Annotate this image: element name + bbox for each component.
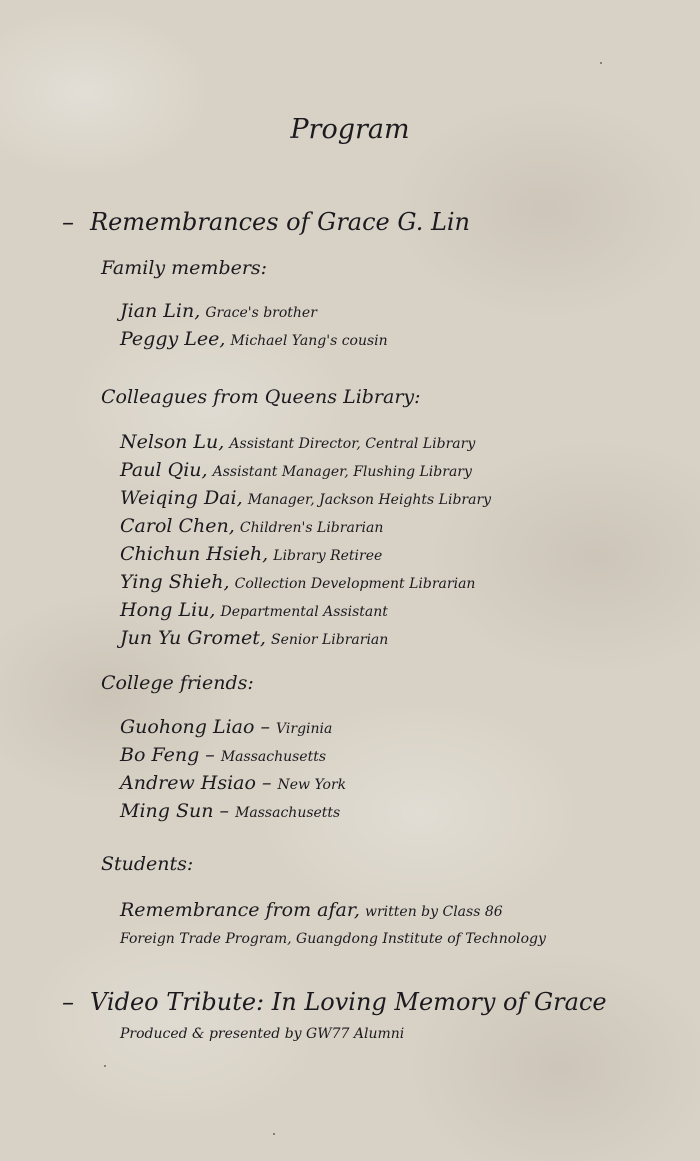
colleagues-list (120, 429, 491, 653)
family-members-list (120, 298, 388, 354)
section-remembrances-title: Remembrances of Grace G. Lin (90, 208, 471, 236)
list-item (120, 429, 491, 457)
separator: – (213, 800, 236, 822)
person-name: Jian Lin, (120, 300, 201, 322)
student-tribute-author: written by Class 86 (365, 904, 503, 920)
list-item (120, 742, 346, 770)
person-role: Assistant Manager, Flushing Library (212, 464, 472, 480)
students-list (120, 897, 546, 952)
section-remembrances-heading (62, 208, 470, 236)
person-name: Hong Liu, (120, 599, 216, 621)
list-item (120, 925, 546, 952)
list-item (120, 714, 346, 742)
paper-speck (104, 1065, 106, 1067)
person-name: Peggy Lee, (120, 328, 226, 350)
list-item (120, 569, 491, 597)
list-item (120, 770, 346, 798)
section-dash: – (62, 208, 74, 236)
person-name: Chichun Hsieh, (120, 543, 269, 565)
page-title: Program (290, 114, 410, 145)
person-role: Collection Development Librarian (234, 576, 476, 592)
person-name: Guohong Liao (120, 716, 255, 738)
person-location: Virginia (276, 721, 333, 737)
person-role: Senior Librarian (271, 632, 389, 648)
person-name: Jun Yu Gromet, (120, 627, 266, 649)
person-name: Nelson Lu, (120, 431, 225, 453)
person-role: Children's Librarian (239, 520, 384, 536)
list-item (120, 541, 491, 569)
person-role: Manager, Jackson Heights Library (247, 492, 492, 508)
list-item (120, 485, 491, 513)
person-role: Library Retiree (273, 548, 383, 564)
person-role: Michael Yang's cousin (230, 333, 388, 349)
list-item (120, 597, 491, 625)
section-video-tribute-title: Video Tribute: In Loving Memory of Grace (90, 988, 607, 1016)
person-name: Andrew Hsiao (120, 772, 256, 794)
person-name: Weiqing Dai, (120, 487, 243, 509)
list-item (120, 897, 546, 925)
separator: – (255, 772, 278, 794)
college-friends-list (120, 714, 346, 826)
person-role: Assistant Director, Central Library (229, 436, 476, 452)
list-item (120, 326, 388, 354)
students-heading: Students: (101, 853, 194, 875)
colleagues-heading: Colleagues from Queens Library: (101, 386, 421, 408)
list-item (120, 798, 346, 826)
person-location: Massachusetts (235, 805, 341, 821)
person-role: Grace's brother (205, 305, 317, 321)
section-dash: – (62, 988, 74, 1016)
student-tribute-title: Remembrance from afar, (120, 899, 360, 921)
person-name: Ming Sun (120, 800, 214, 822)
student-program-name: Foreign Trade Program, Guangdong Institute of Technology (120, 931, 546, 947)
list-item (120, 513, 491, 541)
separator: – (254, 716, 277, 738)
person-name: Ying Shieh, (120, 571, 230, 593)
list-item (120, 298, 388, 326)
family-members-heading: Family members: (101, 257, 268, 279)
person-location: New York (277, 777, 347, 793)
paper-speck (600, 62, 602, 64)
college-friends-heading: College friends: (101, 672, 254, 694)
list-item (120, 457, 491, 485)
section-video-tribute-heading (62, 988, 607, 1016)
person-name: Carol Chen, (120, 515, 235, 537)
person-name: Bo Feng (120, 744, 200, 766)
list-item (120, 625, 491, 653)
person-role: Departmental Assistant (220, 604, 388, 620)
paper-speck (273, 1133, 275, 1135)
person-location: Massachusetts (220, 749, 327, 765)
person-name: Paul Qiu, (120, 459, 208, 481)
video-credit: Produced & presented by GW77 Alumni (120, 1026, 405, 1042)
separator: – (199, 744, 221, 766)
